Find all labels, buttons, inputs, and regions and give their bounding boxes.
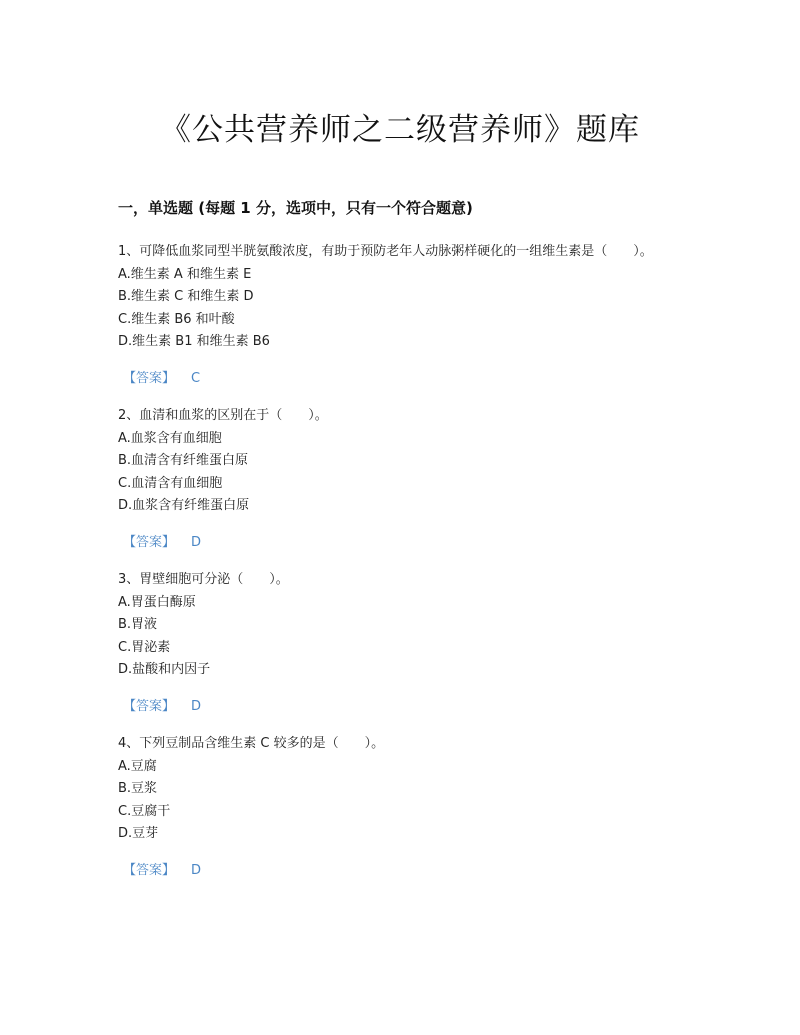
option-a: A.豆腐 bbox=[118, 758, 157, 774]
answer-line bbox=[118, 532, 678, 555]
question-list bbox=[118, 241, 678, 897]
option-d: D.豆芽 bbox=[118, 826, 159, 841]
question-3 bbox=[118, 569, 678, 718]
answer-label: 【答案】 bbox=[123, 698, 176, 714]
option-a: A.胃蛋白酶原 bbox=[118, 594, 196, 610]
option-b: B.维生素 C 和维生素 D bbox=[118, 289, 254, 304]
question-4 bbox=[118, 733, 678, 882]
option-c: C.维生素 B6 和叶酸 bbox=[118, 311, 235, 327]
question-stem: 4、下列豆制品含维生素 C 较多的是（ ）。 bbox=[118, 736, 385, 751]
option-b: B.血清含有纤维蛋白原 bbox=[118, 453, 249, 468]
question-stem: 1、可降低血浆同型半胱氨酸浓度，有助于预防老年人动脉粥样硬化的一组维生素是（ ）。 bbox=[118, 244, 653, 259]
option-a: A.维生素 A 和维生素 E bbox=[118, 266, 252, 282]
answer-value: D bbox=[191, 534, 202, 550]
option-c: C.胃泌素 bbox=[118, 639, 171, 655]
option-a: A.血浆含有血细胞 bbox=[118, 430, 222, 446]
document-title: 《公共营养师之二级营养师》题库 bbox=[160, 112, 640, 148]
answer-label: 【答案】 bbox=[123, 862, 176, 878]
option-c: C.豆腐干 bbox=[118, 803, 171, 819]
question-stem: 3、胃壁细胞可分泌（ ）。 bbox=[118, 572, 289, 587]
option-d: D.血浆含有纤维蛋白原 bbox=[118, 498, 250, 513]
question-1 bbox=[118, 241, 678, 390]
answer-line bbox=[118, 860, 678, 883]
answer-label: 【答案】 bbox=[123, 370, 176, 386]
option-d: D.盐酸和内因子 bbox=[118, 662, 211, 677]
option-b: B.胃液 bbox=[118, 617, 158, 632]
answer-value: D bbox=[191, 698, 202, 714]
option-d: D.维生素 B1 和维生素 B6 bbox=[118, 334, 270, 349]
question-2 bbox=[118, 405, 678, 554]
option-b: B.豆浆 bbox=[118, 781, 158, 796]
question-stem: 2、血清和血浆的区别在于（ ）。 bbox=[118, 408, 328, 423]
answer-line bbox=[118, 368, 678, 391]
option-c: C.血清含有血细胞 bbox=[118, 475, 223, 491]
answer-value: D bbox=[191, 862, 202, 878]
answer-value: C bbox=[191, 370, 201, 386]
section-heading: 一，单选题 (每题 1 分，选项中，只有一个符合题意) bbox=[118, 199, 473, 217]
answer-line bbox=[118, 696, 678, 719]
answer-label: 【答案】 bbox=[123, 534, 176, 550]
